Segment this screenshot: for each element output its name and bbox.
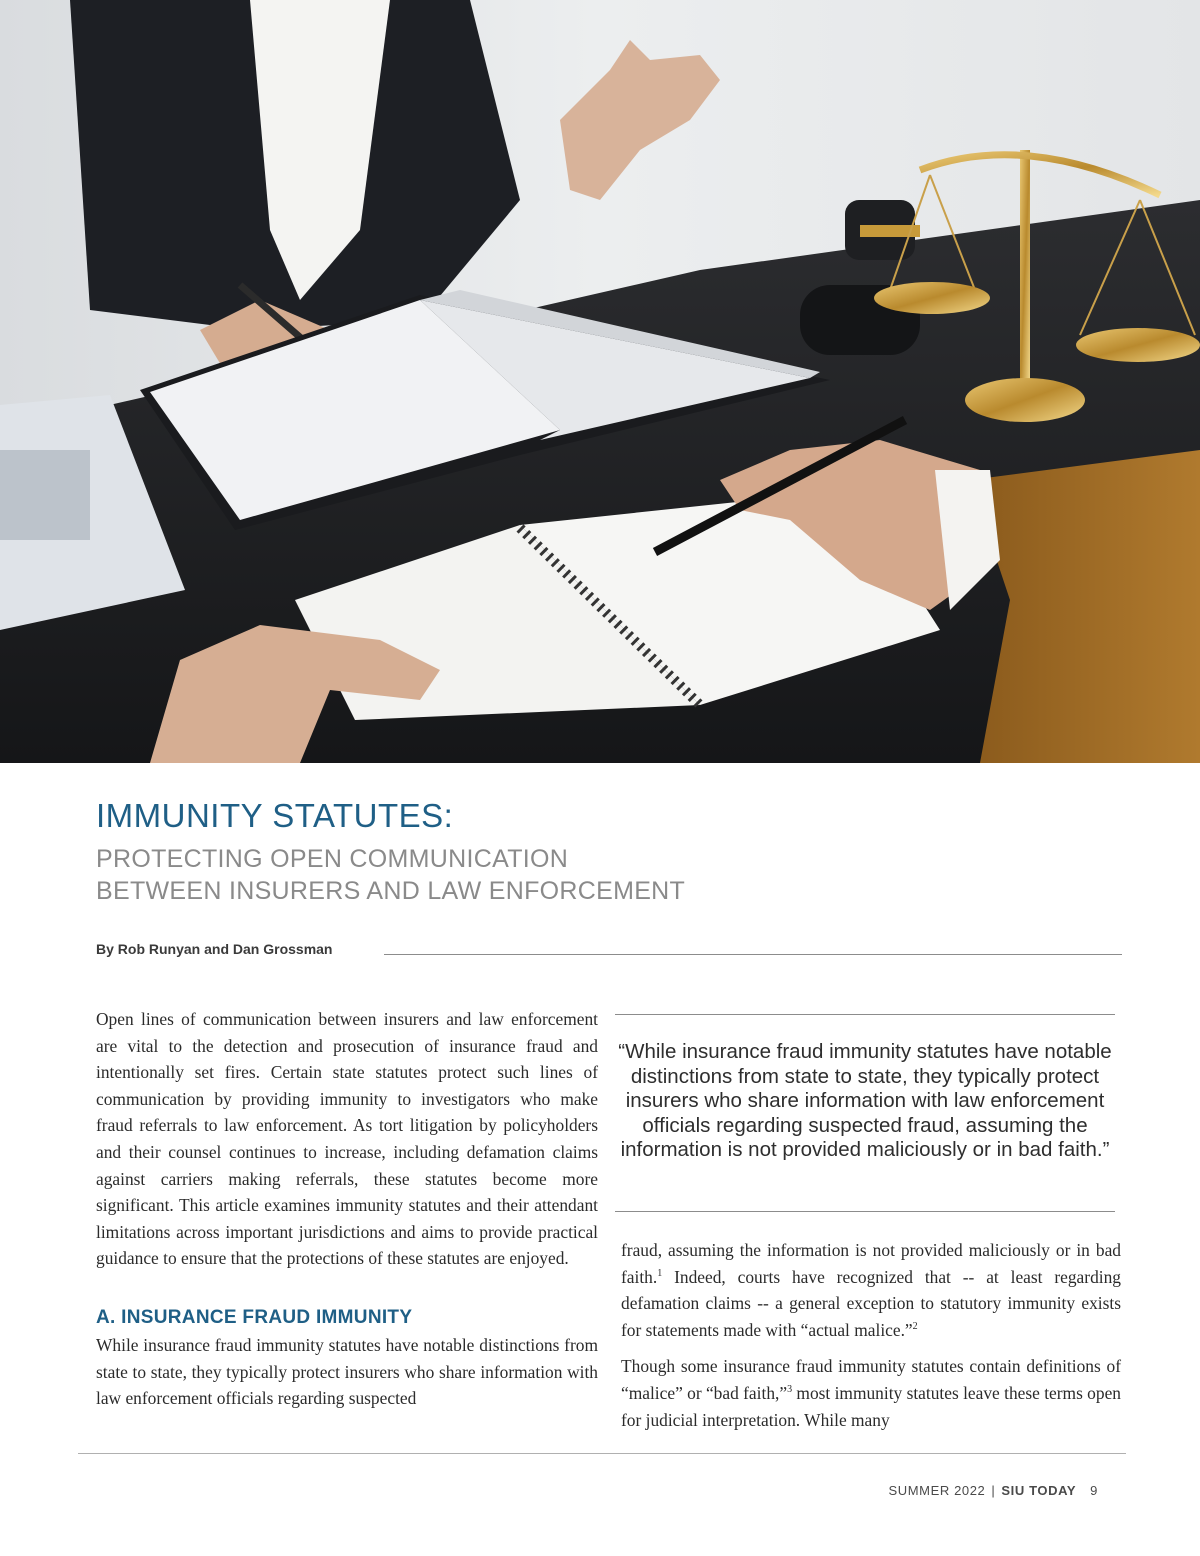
pull-quote: “While insurance fraud immunity statutes have notable distinctions from state to state, they typically protect insurers who share information with law enforcement officials regarding suspected fraud, assuming the information is not provided maliciously or in bad faith.” xyxy=(618,1040,1112,1162)
article-title: IMMUNITY STATUTES: xyxy=(96,797,454,834)
left-column xyxy=(96,1006,598,1412)
hero-illustration xyxy=(0,0,1200,763)
byline: By Rob Runyan and Dan Grossman xyxy=(96,941,333,957)
right-paragraph-2-text-b: most immunity statutes leave these terms open for judicial interpretation. While many xyxy=(621,1382,1121,1430)
pull-quote-bottom-rule xyxy=(615,1211,1115,1212)
subtitle-line-2: BETWEEN INSURERS AND LAW ENFORCEMENT xyxy=(96,877,686,905)
right-paragraph-2-text-a: Though some insurance fraud immunity statutes contain definitions of “malice” or “bad faith,” xyxy=(621,1356,1121,1403)
footnote-ref-1: 1 xyxy=(657,1267,663,1279)
pull-quote-top-rule xyxy=(615,1014,1115,1015)
right-column xyxy=(621,1237,1121,1433)
page-footer xyxy=(888,1483,1098,1498)
right-paragraph-1 xyxy=(621,1237,1121,1343)
footer-separator: | xyxy=(991,1483,996,1498)
footer-divider xyxy=(78,1453,1126,1454)
footer-publication: SIU TODAY xyxy=(1001,1483,1077,1498)
section-heading: A. INSURANCE FRAUD IMMUNITY xyxy=(96,1306,413,1328)
footer-issue: SUMMER 2022 xyxy=(888,1483,986,1498)
footnote-ref-2: 2 xyxy=(912,1320,918,1332)
byline-divider xyxy=(384,954,1122,955)
footnote-ref-3: 3 xyxy=(787,1384,793,1396)
section-a-paragraph: While insurance fraud immunity statutes have notable distinctions from state to state, they typically protect insurers who share information with law enforcement officials regarding suspected xyxy=(96,1334,598,1409)
byline-row xyxy=(96,940,1122,960)
right-paragraph-1-text-a: fraud, assuming the information is not provided maliciously or in bad faith. xyxy=(621,1240,1121,1287)
right-paragraph-1-text-b: Indeed, courts have recognized that -- at least regarding defamation claims -- a general exception to statutory immunity exists for statements made with “actual malice.” xyxy=(621,1266,1121,1340)
right-paragraph-2 xyxy=(621,1353,1121,1433)
intro-paragraph: Open lines of communication between insurers and law enforcement are vital to the detection and prosecution of insurance fraud and intentionally set fires. Certain state statutes protect such lines of communication by providing immunity to investigators who make fraud referrals to law enforcement. As tort litigation by policyholders and their counsel continues to increase, including defamation claims against carriers making referrals, these statutes become more significant. This article examines immunity statutes and their attendant limitations across important jurisdictions and aims to provide practical guidance to ensure that the protections of these statutes are enjoyed. xyxy=(96,1009,598,1269)
hero-photo xyxy=(0,0,1200,763)
page-number: 9 xyxy=(1090,1483,1098,1498)
subtitle-line-1: PROTECTING OPEN COMMUNICATION xyxy=(96,845,569,873)
article-subtitle xyxy=(96,843,816,907)
